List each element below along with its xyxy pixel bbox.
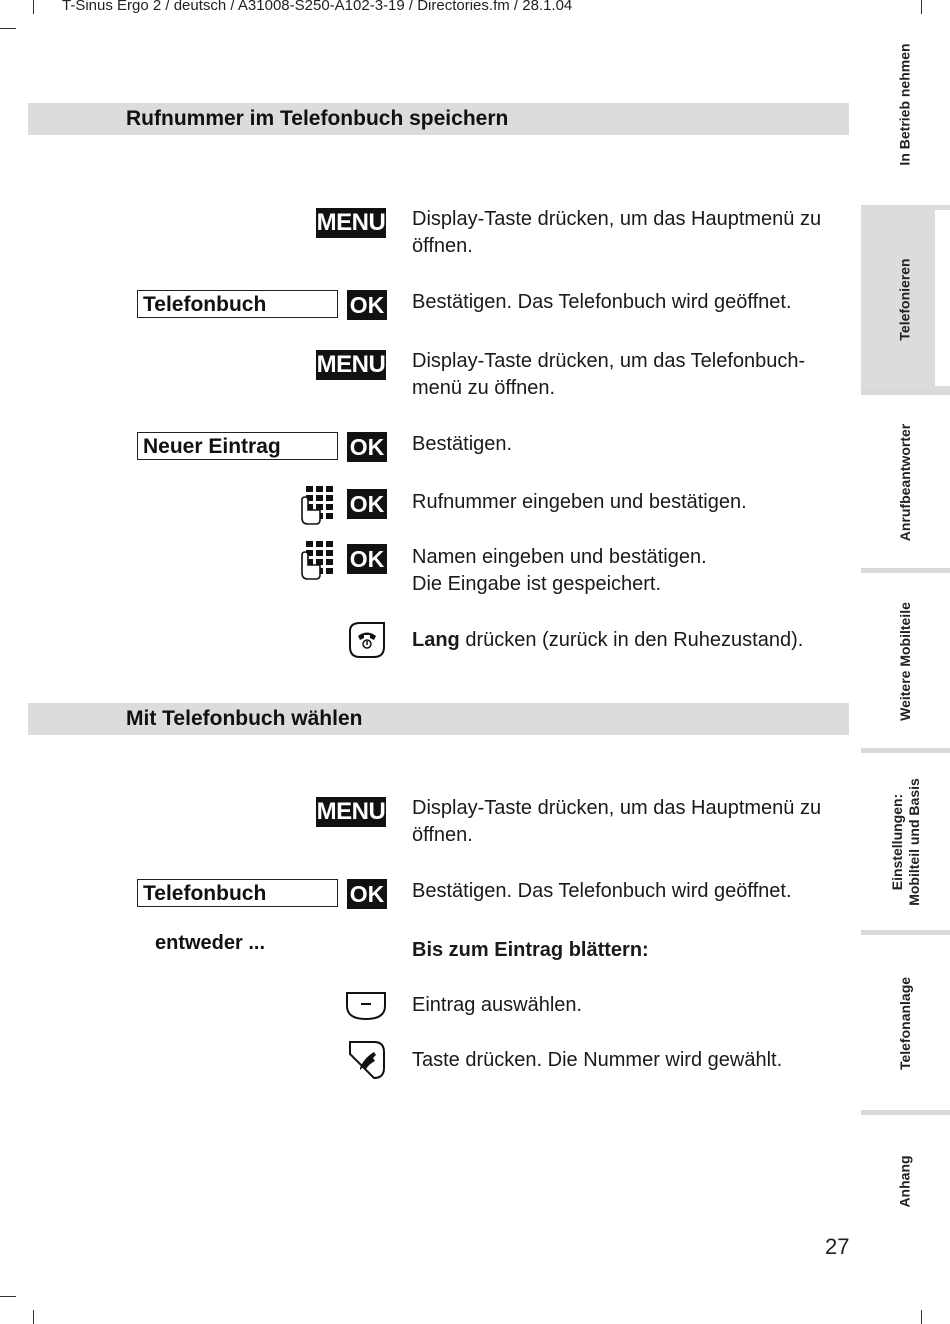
crop-mark xyxy=(33,0,34,14)
tab-divider xyxy=(861,1110,950,1115)
scroll-key-icon xyxy=(345,990,387,1022)
tab-divider xyxy=(861,568,950,573)
tab-weitere-mobilteile[interactable] xyxy=(861,574,950,748)
tab-in-betrieb-nehmen[interactable] xyxy=(861,28,950,180)
display-entry: Telefonbuch xyxy=(137,879,338,907)
call-key-icon xyxy=(346,1038,388,1082)
section-title: Rufnummer im Telefonbuch speichern xyxy=(126,107,509,130)
step-text xyxy=(412,627,842,654)
menu-key: MENU xyxy=(316,798,386,825)
tab-label: Anrufbeantworter xyxy=(897,423,914,541)
ok-key: OK xyxy=(347,879,387,909)
tab-label-line: Mobilteil und Basis xyxy=(905,778,922,906)
ok-key: OK xyxy=(347,489,387,519)
step-heading: Bis zum Eintrag blättern: xyxy=(412,939,649,961)
crop-mark xyxy=(921,1310,922,1324)
tab-label xyxy=(889,778,923,906)
end-call-key-icon xyxy=(346,619,388,661)
step-text-line: Die Eingabe ist gespeichert. xyxy=(412,573,662,595)
emphasis-text: Lang xyxy=(412,629,460,651)
tab-divider xyxy=(861,390,950,395)
step-text: Display-Taste drücken, um das Hauptmenü zu öffnen. xyxy=(412,797,822,846)
tab-label-line: Einstellungen: xyxy=(888,793,905,891)
section-title: Mit Telefonbuch wählen xyxy=(126,707,363,730)
step-text: Eintrag auswählen. xyxy=(412,994,583,1016)
keypad-icon xyxy=(298,484,342,530)
step-text: Taste drücken. Die Nummer wird gewählt. xyxy=(412,1049,783,1071)
tab-label: Anhang xyxy=(896,1154,913,1208)
ok-key: OK xyxy=(347,290,387,320)
tab-einstellungen[interactable] xyxy=(861,754,950,930)
step-text: Bestätigen. Das Telefonbuch wird geöffnet. xyxy=(412,880,792,902)
step-text: Bestätigen. Das Telefonbuch wird geöffnet. xyxy=(412,291,792,313)
section-header-dial xyxy=(28,703,849,735)
step-text xyxy=(412,544,842,598)
tab-anrufbeantworter[interactable] xyxy=(861,396,950,568)
tab-label: In Betrieb nehmen xyxy=(897,42,914,166)
step-text-rest: drücken (zurück in den Ruhezustand). xyxy=(459,629,804,651)
tab-anhang[interactable] xyxy=(861,1116,950,1246)
display-entry: Neuer Eintrag xyxy=(137,432,338,460)
page-number: 27 xyxy=(825,1234,850,1259)
document-header: T-Sinus Ergo 2 / deutsch / A31008-S250-A102-3-19 / Directories.fm / 28.1.04 xyxy=(62,0,573,14)
tab-divider xyxy=(861,748,950,753)
tab-label: Weitere Mobilteile xyxy=(897,601,913,721)
menu-key: MENU xyxy=(316,351,386,378)
keypad-icon xyxy=(298,539,342,585)
step-text: Display-Taste drücken, um das Hauptmenü zu öffnen. xyxy=(412,208,822,257)
crop-mark xyxy=(0,28,16,29)
menu-key: MENU xyxy=(316,209,386,236)
ok-key: OK xyxy=(347,432,387,462)
tab-label: Telefonanlage xyxy=(897,976,913,1070)
crop-mark xyxy=(33,1310,34,1324)
tab-label: Telefonieren xyxy=(896,257,913,341)
step-text: Rufnummer eingeben und bestätigen. xyxy=(412,491,747,513)
crop-mark xyxy=(0,1296,16,1297)
display-entry: Telefonbuch xyxy=(137,290,338,318)
ok-key: OK xyxy=(347,544,387,574)
tab-divider xyxy=(861,930,950,935)
crop-mark xyxy=(921,0,922,14)
option-label: entweder ... xyxy=(155,932,266,954)
active-tab-edge xyxy=(935,210,950,386)
tab-telefonanlage[interactable] xyxy=(861,936,950,1110)
section-header-save xyxy=(28,103,849,135)
step-text: Display-Taste drücken, um das Telefonbuch-menü zu öffnen. xyxy=(412,350,806,399)
step-text: Bestätigen. xyxy=(412,433,513,455)
step-text-line: Namen eingeben und bestätigen. xyxy=(412,546,707,568)
